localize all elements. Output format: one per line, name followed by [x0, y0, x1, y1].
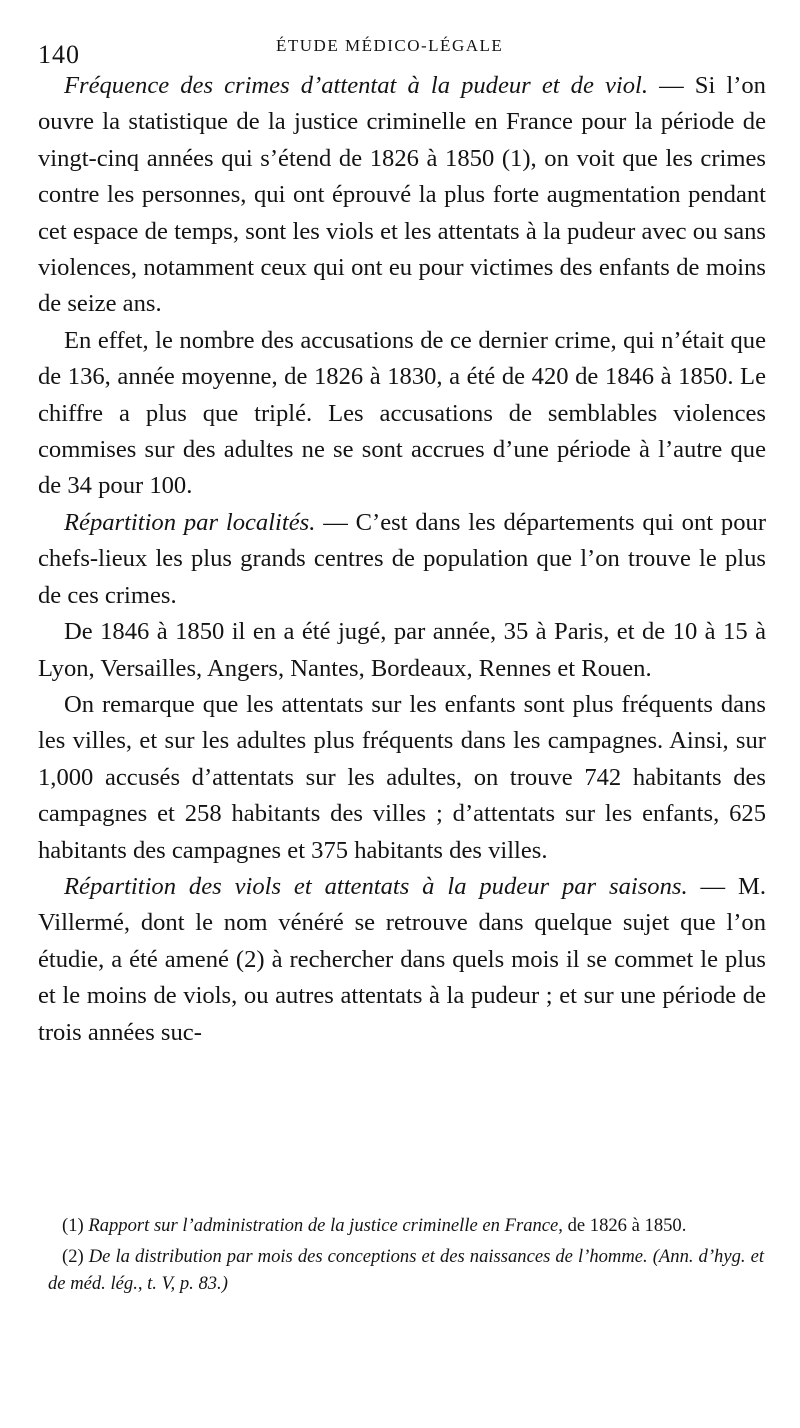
- section-title-localites: Répartition par localités.: [64, 508, 316, 536]
- paragraph-text: — Si l’on ouvre la statistique de la justice criminelle en France pour la période de vingt-cinq années qui s’étend de 1826 à 1850 (1), on voit que les crimes contre les personnes, qui ont éprouvé la plus forte augmentation pendant cet espace de temps, sont les viols et les attentats à la pudeur avec ou sans violences, notamment ceux qui ont eu pour victimes des enfants de moins de seize ans.: [38, 72, 766, 318]
- footnote-text: (Ann. d’hyg. et de méd. lég., t. V, p. 83.): [48, 1246, 764, 1294]
- paragraph-text: En effet, le nombre des accusations de ce dernier crime, qui n’était que de 136, année moyenne, de 1826 à 1830, a été de 420 de 1846 à 1850. Le chiffre a plus que triplé. Les accusations de semblables violences commises sur des adultes ne se sont accrues d’une période à l’autre que de 34 pour 100.: [38, 326, 766, 500]
- paragraph-text: On remarque que les attentats sur les enfants sont plus fréquents dans les villes, et sur les adultes plus fréquents dans les campagnes. Ainsi, sur 1,000 accusés d’attentats sur les adultes, on trouve 742 habitants des campagnes et 258 habitants des villes ; d’attentats sur les enfants, 625 habitants des campagnes et 375 habitants des villes.: [38, 690, 766, 864]
- footnote-title: Rapport sur l’administration de la justice criminelle en France: [88, 1215, 559, 1236]
- paragraph-text: — C’est dans les départements qui ont pour chefs-lieux les plus grands centres de population que l’on trouve le plus de ces crimes.: [38, 508, 767, 609]
- footnote-2: [48, 1243, 764, 1297]
- section-title-frequence: Fréquence des crimes d’attentat à la pudeur et de viol.: [64, 72, 648, 99]
- page-number: 140: [38, 40, 80, 69]
- footnote-marker: (2): [62, 1246, 89, 1267]
- running-title: ÉTUDE MÉDICO-LÉGALE: [276, 36, 504, 55]
- paragraph-paris: [38, 614, 766, 687]
- book-page: [38, 32, 766, 1051]
- paragraph-frequence: [38, 68, 766, 323]
- footnote-1: [48, 1212, 764, 1239]
- section-title-saisons: Répartition des viols et attentats à la pudeur par saisons.: [64, 872, 688, 900]
- running-header: [38, 32, 766, 68]
- paragraph-en-effet: [38, 323, 766, 505]
- body-text: [38, 68, 766, 1051]
- footnotes: [48, 1212, 764, 1301]
- paragraph-saisons: [38, 869, 766, 1051]
- footnote-text: , de 1826 à 1850.: [558, 1215, 687, 1236]
- paragraph-remarque: [38, 687, 766, 869]
- paragraph-text: — M. Villermé, dont le nom vénéré se retrouve dans quelque sujet que l’on étudie, a été amené (2) à rechercher dans quels mois il se commet le plus et le moins de viols, ou autres attentats à la pudeur ; et sur une période de trois années suc-: [38, 872, 766, 1046]
- paragraph-localites: [38, 505, 766, 614]
- paragraph-text: De 1846 à 1850 il en a été jugé, par année, 35 à Paris, et de 10 à 15 à Lyon, Versailles, Angers, Nantes, Bordeaux, Rennes et Rouen.: [38, 618, 766, 682]
- footnote-title: De la distribution par mois des conceptions et des naissances de l’homme.: [88, 1246, 648, 1267]
- footnote-marker: (1): [62, 1215, 89, 1236]
